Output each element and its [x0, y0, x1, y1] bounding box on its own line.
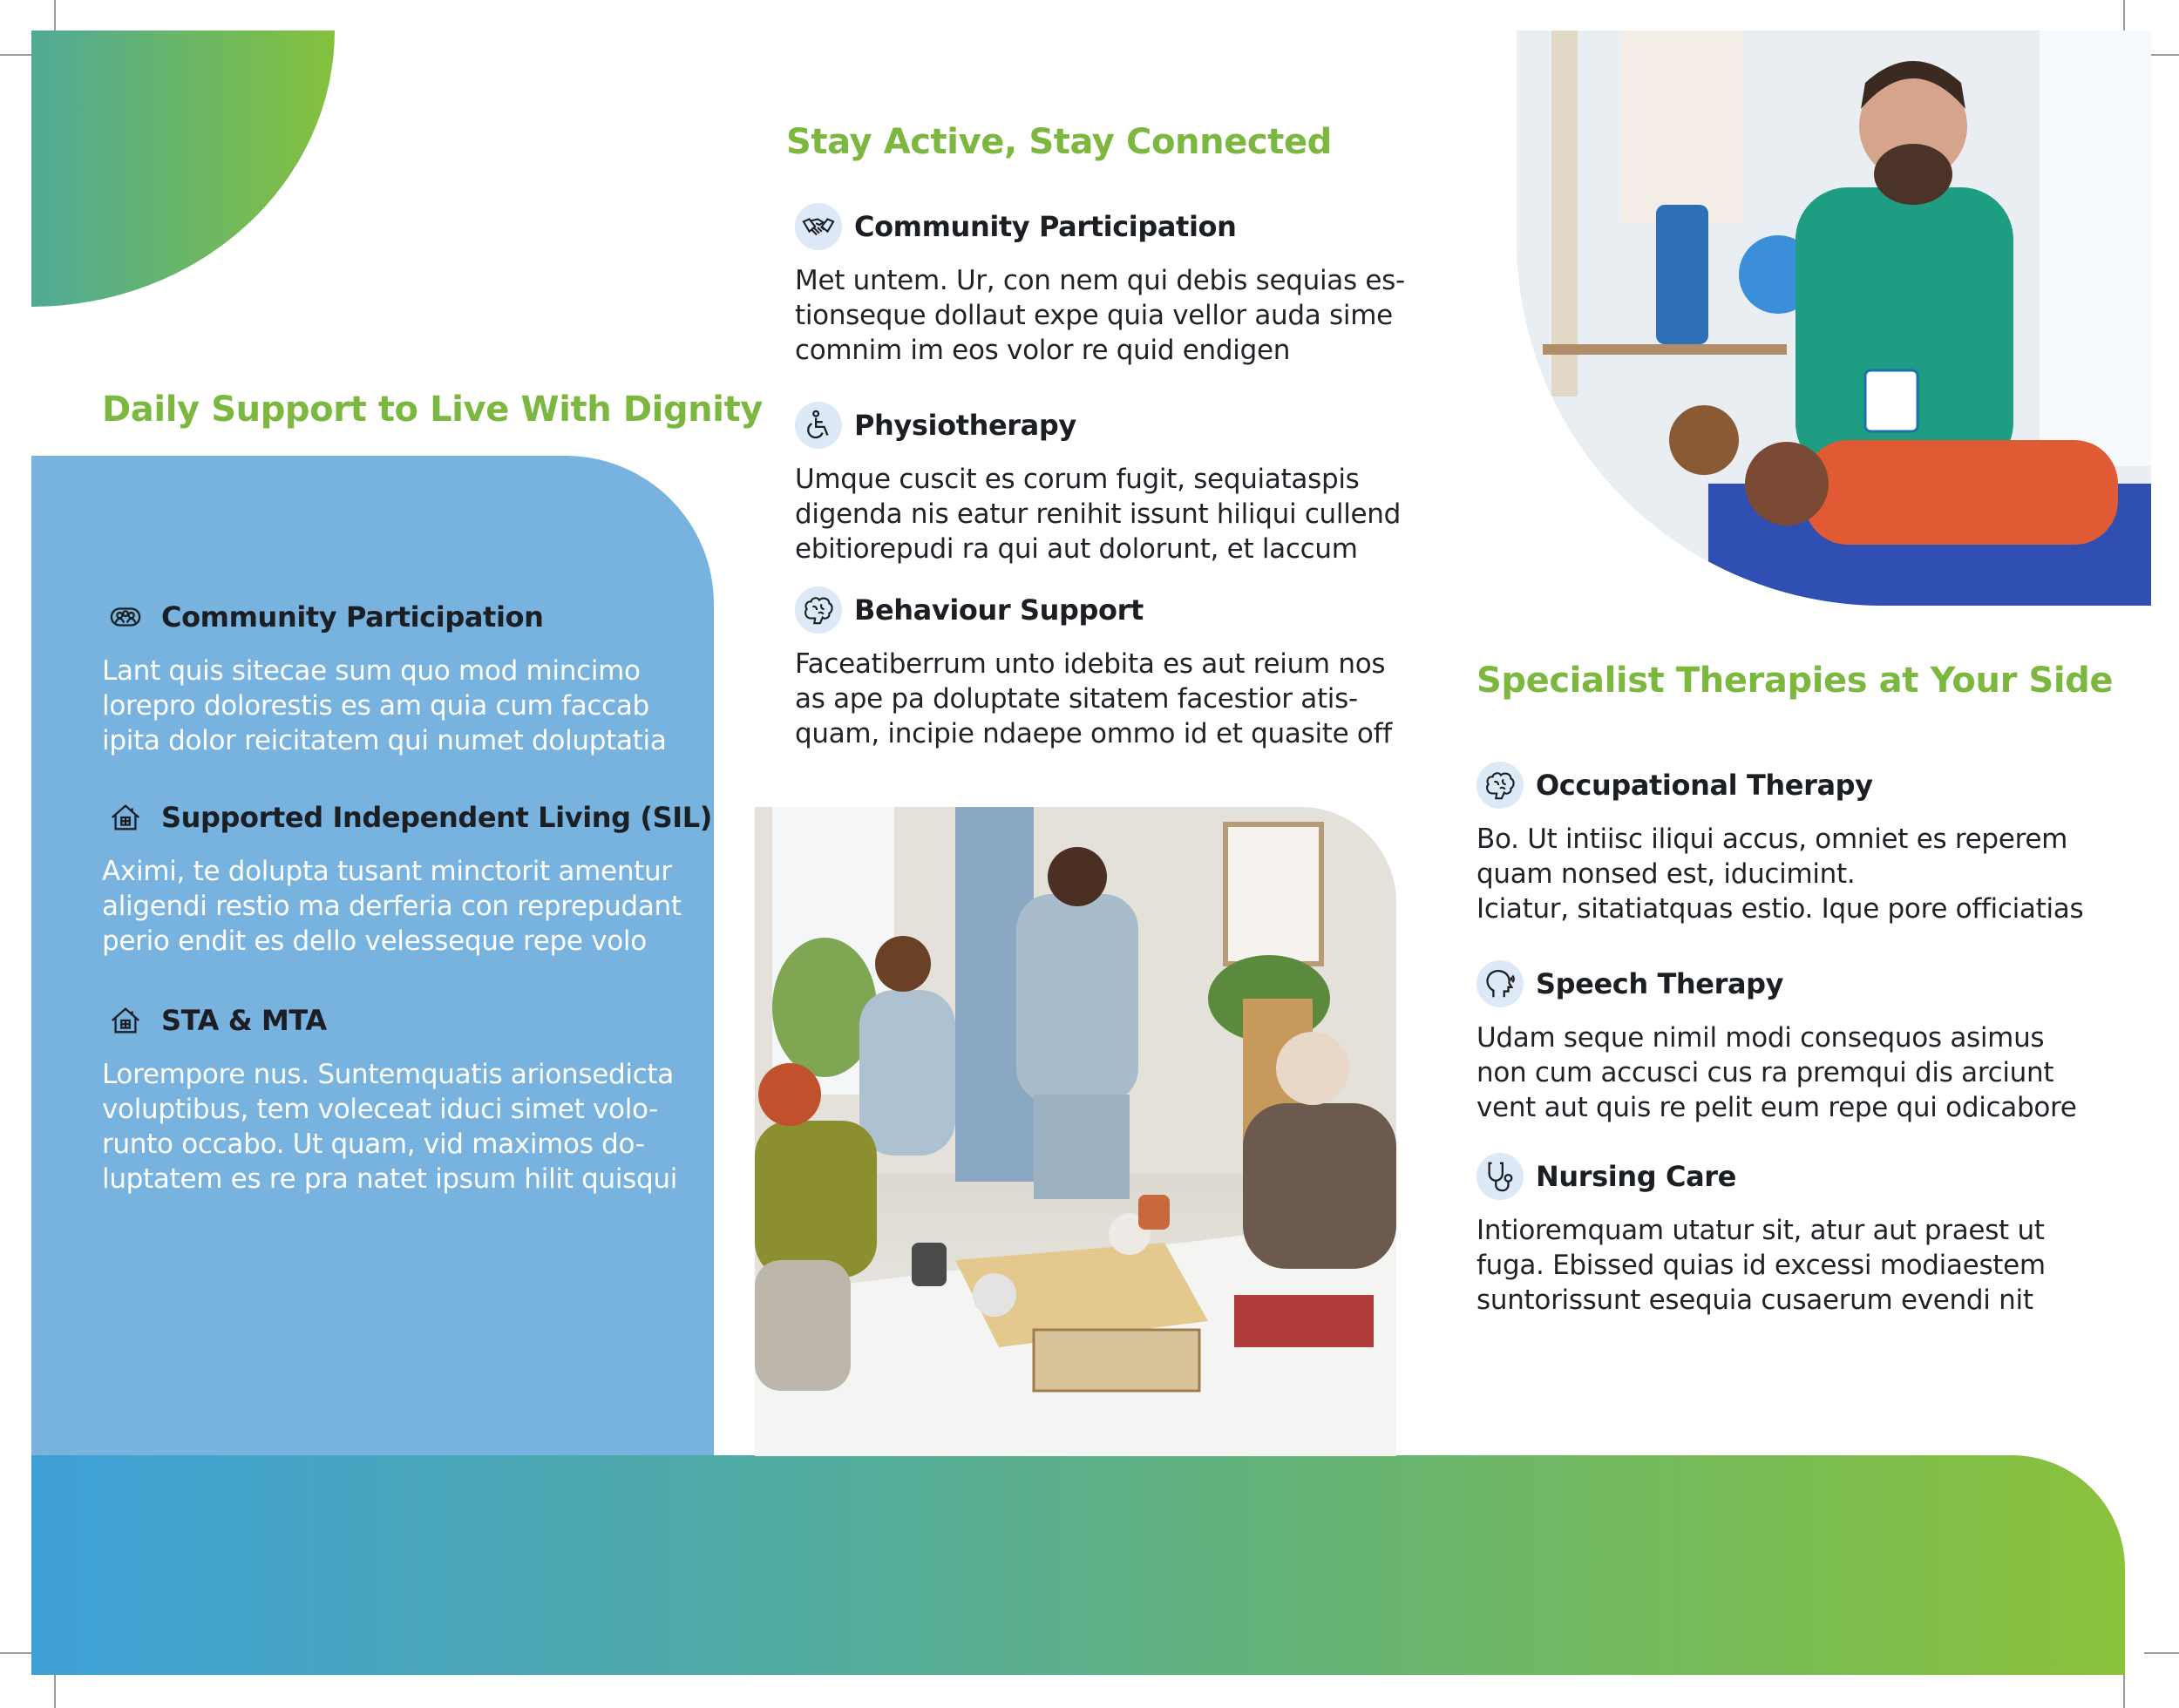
handshake-icon: [795, 203, 842, 250]
description-line: fuga. Ebissed quias id excessi modiaestem: [1476, 1250, 2046, 1281]
service-occupational-therapy: [1476, 761, 2083, 926]
crop-mark: [2144, 1652, 2179, 1654]
service-title: STA & MTA: [161, 1004, 327, 1037]
service-title: Nursing Care: [1536, 1160, 1736, 1193]
crop-mark: [0, 1652, 35, 1654]
description-line: Bo. Ut intiisc iliqui accus, omniet es reperem: [1476, 824, 2068, 855]
service-description: [1476, 1213, 2046, 1318]
service-description: [102, 1057, 677, 1196]
service-description: [1476, 1020, 2077, 1125]
service-physiotherapy: [795, 401, 1401, 566]
description-line: Met untem. Ur, con nem qui debis sequias es-: [795, 265, 1405, 296]
description-line: ipita dolor reicitatem qui numet doluptatia: [102, 725, 667, 756]
service-behaviour-support: [795, 586, 1392, 751]
service-title: Physiotherapy: [854, 409, 1076, 442]
description-line: suntorissunt esequia cusaerum evendi nit: [1476, 1284, 2033, 1316]
description-line: Umque cuscit es corum fugit, sequiataspis: [795, 464, 1360, 495]
service-title: Supported Independent Living (SIL): [161, 801, 712, 834]
crop-mark: [54, 0, 56, 35]
section-title-stay-active: Stay Active, Stay Connected: [786, 122, 1332, 162]
service-description: [795, 647, 1392, 751]
description-line: Udam seque nimil modi consequos asimus: [1476, 1022, 2045, 1054]
service-speech-therapy: [1476, 959, 2077, 1125]
description-line: Lorempore nus. Suntemquatis arionsedicta: [102, 1059, 674, 1090]
description-line: runto occabo. Ut quam, vid maximos do-: [102, 1128, 645, 1160]
community-group-icon: [102, 593, 149, 640]
service-description: [795, 462, 1401, 566]
description-line: ebitiorepudi ra qui aut dolorunt, et laccum: [795, 533, 1358, 565]
description-line: aligendi restio ma derferia con reprepudant: [102, 891, 682, 922]
crop-mark: [0, 54, 35, 56]
corner-gradient-shape: [31, 30, 335, 307]
crop-mark: [2123, 1673, 2125, 1708]
description-line: comnim im eos volor re quid endigen: [795, 335, 1291, 366]
description-line: voluptibus, tem voleceat iduci simet volo-: [102, 1094, 659, 1125]
photo-physiotherapist-with-child: [1517, 30, 2151, 606]
description-line: quam nonsed est, iducimint.: [1476, 858, 1856, 890]
service-community-participation: [795, 202, 1405, 368]
bottom-gradient-band: [31, 1455, 2125, 1675]
section-title-specialist-therapies: Specialist Therapies at Your Side: [1476, 661, 2114, 701]
crop-mark: [54, 1673, 56, 1708]
description-line: non cum accusci cus ra premqui dis arciunt: [1476, 1057, 2054, 1088]
service-description: [795, 263, 1405, 368]
service-community-participation: [102, 593, 667, 758]
brain-icon: [795, 586, 842, 634]
service-title: Occupational Therapy: [1536, 769, 1873, 802]
description-line: as ape pa doluptate sitatem facestior atis-: [795, 683, 1358, 715]
description-line: perio endit es dello velesseque repe volo: [102, 925, 647, 957]
service-title: Speech Therapy: [1536, 967, 1784, 1000]
photo-carer-with-seniors: [755, 807, 1396, 1456]
description-line: vent aut quis re pelit eum repe qui odicabore: [1476, 1092, 2077, 1123]
service-title: Behaviour Support: [854, 593, 1144, 627]
section-title-daily-support: Daily Support to Live With Dignity: [102, 390, 763, 430]
description-line: tionseque dollaut expe quia vellor auda sime: [795, 300, 1393, 331]
description-line: luptatem es re pra natet ipsum hilit quisqui: [102, 1163, 678, 1195]
service-description: [102, 854, 712, 959]
service-title: Community Participation: [161, 600, 544, 634]
description-line: Aximi, te dolupta tusant minctorit amentur: [102, 856, 672, 887]
service-description: [102, 654, 667, 758]
description-line: Intioremquam utatur sit, atur aut praest ut: [1476, 1215, 2045, 1246]
description-line: Lant quis sitecae sum quo mod mincimo: [102, 655, 641, 687]
brain-icon: [1476, 762, 1524, 809]
service-sil: [102, 793, 712, 959]
crop-mark: [2123, 0, 2125, 35]
description-line: quam, incipie ndaepe ommo id et quasite off: [795, 718, 1392, 749]
service-title: Community Participation: [854, 210, 1237, 243]
speaking-head-icon: [1476, 960, 1524, 1007]
description-line: Faceatiberrum unto idebita es aut reium nos: [795, 648, 1386, 680]
house-icon: [102, 997, 149, 1044]
service-nursing-care: [1476, 1152, 2046, 1318]
description-line: Iciatur, sitatiatquas estio. Ique pore officiatias: [1476, 893, 2084, 925]
stethoscope-icon: [1476, 1153, 1524, 1200]
description-line: digenda nis eatur renihit issunt hiliqui cullend: [795, 498, 1402, 530]
wheelchair-icon: [795, 402, 842, 449]
service-sta-mta: [102, 996, 677, 1196]
service-description: [1476, 822, 2083, 926]
description-line: lorepro dolorestis es am quia cum faccab: [102, 690, 649, 722]
house-icon: [102, 794, 149, 841]
